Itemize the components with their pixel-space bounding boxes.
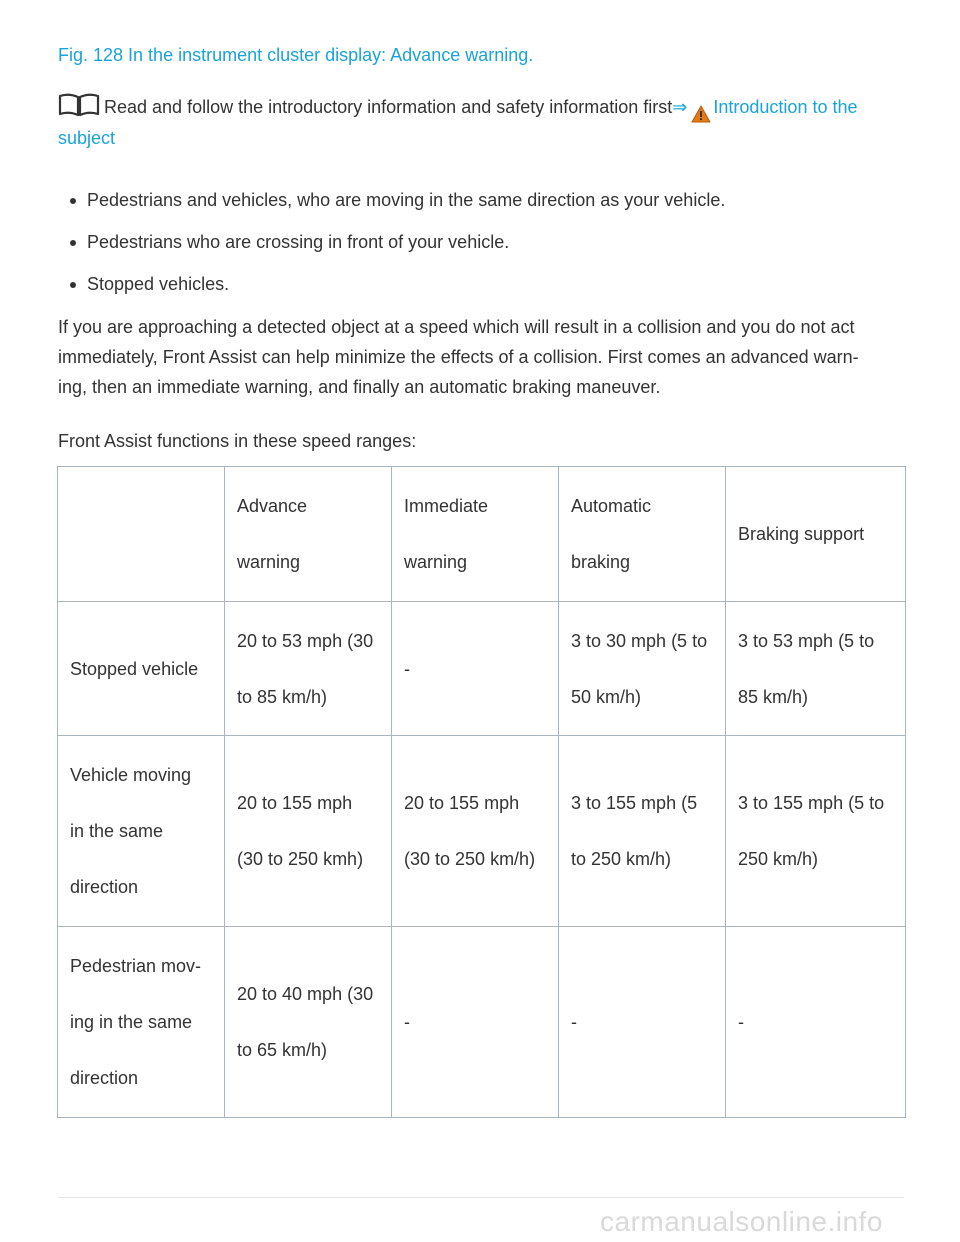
cell-text: 20 to 53 mph (30 [237,630,374,651]
speed-range-table [57,466,906,1118]
table-cell [392,602,559,736]
arrow-icon: ⇒ [672,97,688,117]
cell-text: - [738,1012,744,1032]
bullet-dot [70,240,76,246]
cell-text: 85 km/h) [738,686,809,707]
footer-divider [58,1197,904,1198]
cell-text: direction [70,1068,139,1088]
cell-text: (30 to 250 kmh) [237,849,364,869]
table-cell [225,927,392,1118]
list-item [87,222,937,264]
table-row [58,736,906,927]
book-icon [58,93,100,117]
table-row [58,927,906,1118]
cell-text: 20 to 155 mph [404,793,520,813]
table-cell [58,602,225,736]
table-header-cell [559,467,726,602]
bullet-text: Stopped vehicles. [87,274,230,294]
cell-text: 3 to 155 mph (5 to [738,793,885,813]
paragraph-line: ing, then an immediate warning, and finally an automatic braking maneuver. [58,377,661,397]
table-cell [225,736,392,927]
table-intro: Front Assist functions in these speed ranges: [58,431,417,451]
cell-text: 50 km/h) [571,686,642,707]
cell-text: warning [237,552,301,572]
cell-text: - [404,658,410,679]
cell-text: Immediate [404,496,489,516]
cell-text: 250 km/h) [738,849,819,869]
warning-triangle-icon [691,102,711,120]
paragraph-line: immediately, Front Assist can help minimize the effects of a collision. First comes an advanced warn- [58,347,859,367]
intro-text: Read and follow the introductory information and safety information first [104,97,673,117]
bullet-dot [70,198,76,204]
cell-text: 20 to 155 mph [237,793,353,813]
watermark: carmanualsonline.info [600,1206,883,1237]
table-header-row [58,467,906,602]
bullet-dot [70,282,76,288]
cell-text: warning [404,552,468,572]
cell-text: to 85 km/h) [237,686,328,707]
table-cell [392,736,559,927]
table-cell [559,927,726,1118]
table-header-cell [225,467,392,602]
cell-text: - [571,1012,577,1032]
table-cell [225,602,392,736]
intro-link-part2[interactable]: subject [58,128,116,148]
figure-caption: Fig. 128 In the instrument cluster display: Advance warning. [58,45,534,65]
table-cell [726,736,906,927]
bullet-text: Pedestrians who are crossing in front of your vehicle. [87,232,510,252]
table-cell [58,736,225,927]
cell-text: Automatic [571,496,652,516]
table-header-cell [392,467,559,602]
table-header-cell [726,467,906,602]
cell-text: 3 to 53 mph (5 to [738,630,875,651]
table-cell [726,927,906,1118]
cell-text: 3 to 30 mph (5 to [571,630,708,651]
cell-text: to 65 km/h) [237,1040,328,1060]
table-header-cell [58,467,225,602]
table-cell [392,927,559,1118]
cell-text: - [404,1012,410,1032]
table-cell [559,736,726,927]
cell-text: 20 to 40 mph (30 [237,984,374,1004]
list-item [87,264,937,306]
bullet-text: Pedestrians and vehicles, who are moving in the same direction as your vehicle. [87,190,726,210]
intro-link-part1[interactable]: Introduction to the [713,97,858,117]
cell-text: direction [70,877,139,897]
list-item [87,180,937,222]
cell-text: braking [571,552,631,572]
table-row [58,602,906,736]
paragraph-line: If you are approaching a detected object at a speed which will result in a collision and you do not act [58,317,855,337]
cell-text: Vehicle moving [70,765,192,785]
table-cell [559,602,726,736]
body-paragraph [58,312,908,402]
cell-text: ing in the same [70,1012,193,1032]
cell-text: (30 to 250 km/h) [404,849,536,869]
cell-text: Pedestrian mov- [70,956,202,976]
cell-text: Advance [237,496,308,516]
cell-text: 3 to 155 mph (5 [571,793,698,813]
bullet-list [58,180,937,306]
cell-text: to 250 km/h) [571,849,672,869]
intro-notice [58,92,908,154]
cell-text: Braking support [738,524,865,544]
table-cell [58,927,225,1118]
table-cell [726,602,906,736]
cell-text: Stopped vehicle [70,658,199,679]
cell-text: in the same [70,821,164,841]
